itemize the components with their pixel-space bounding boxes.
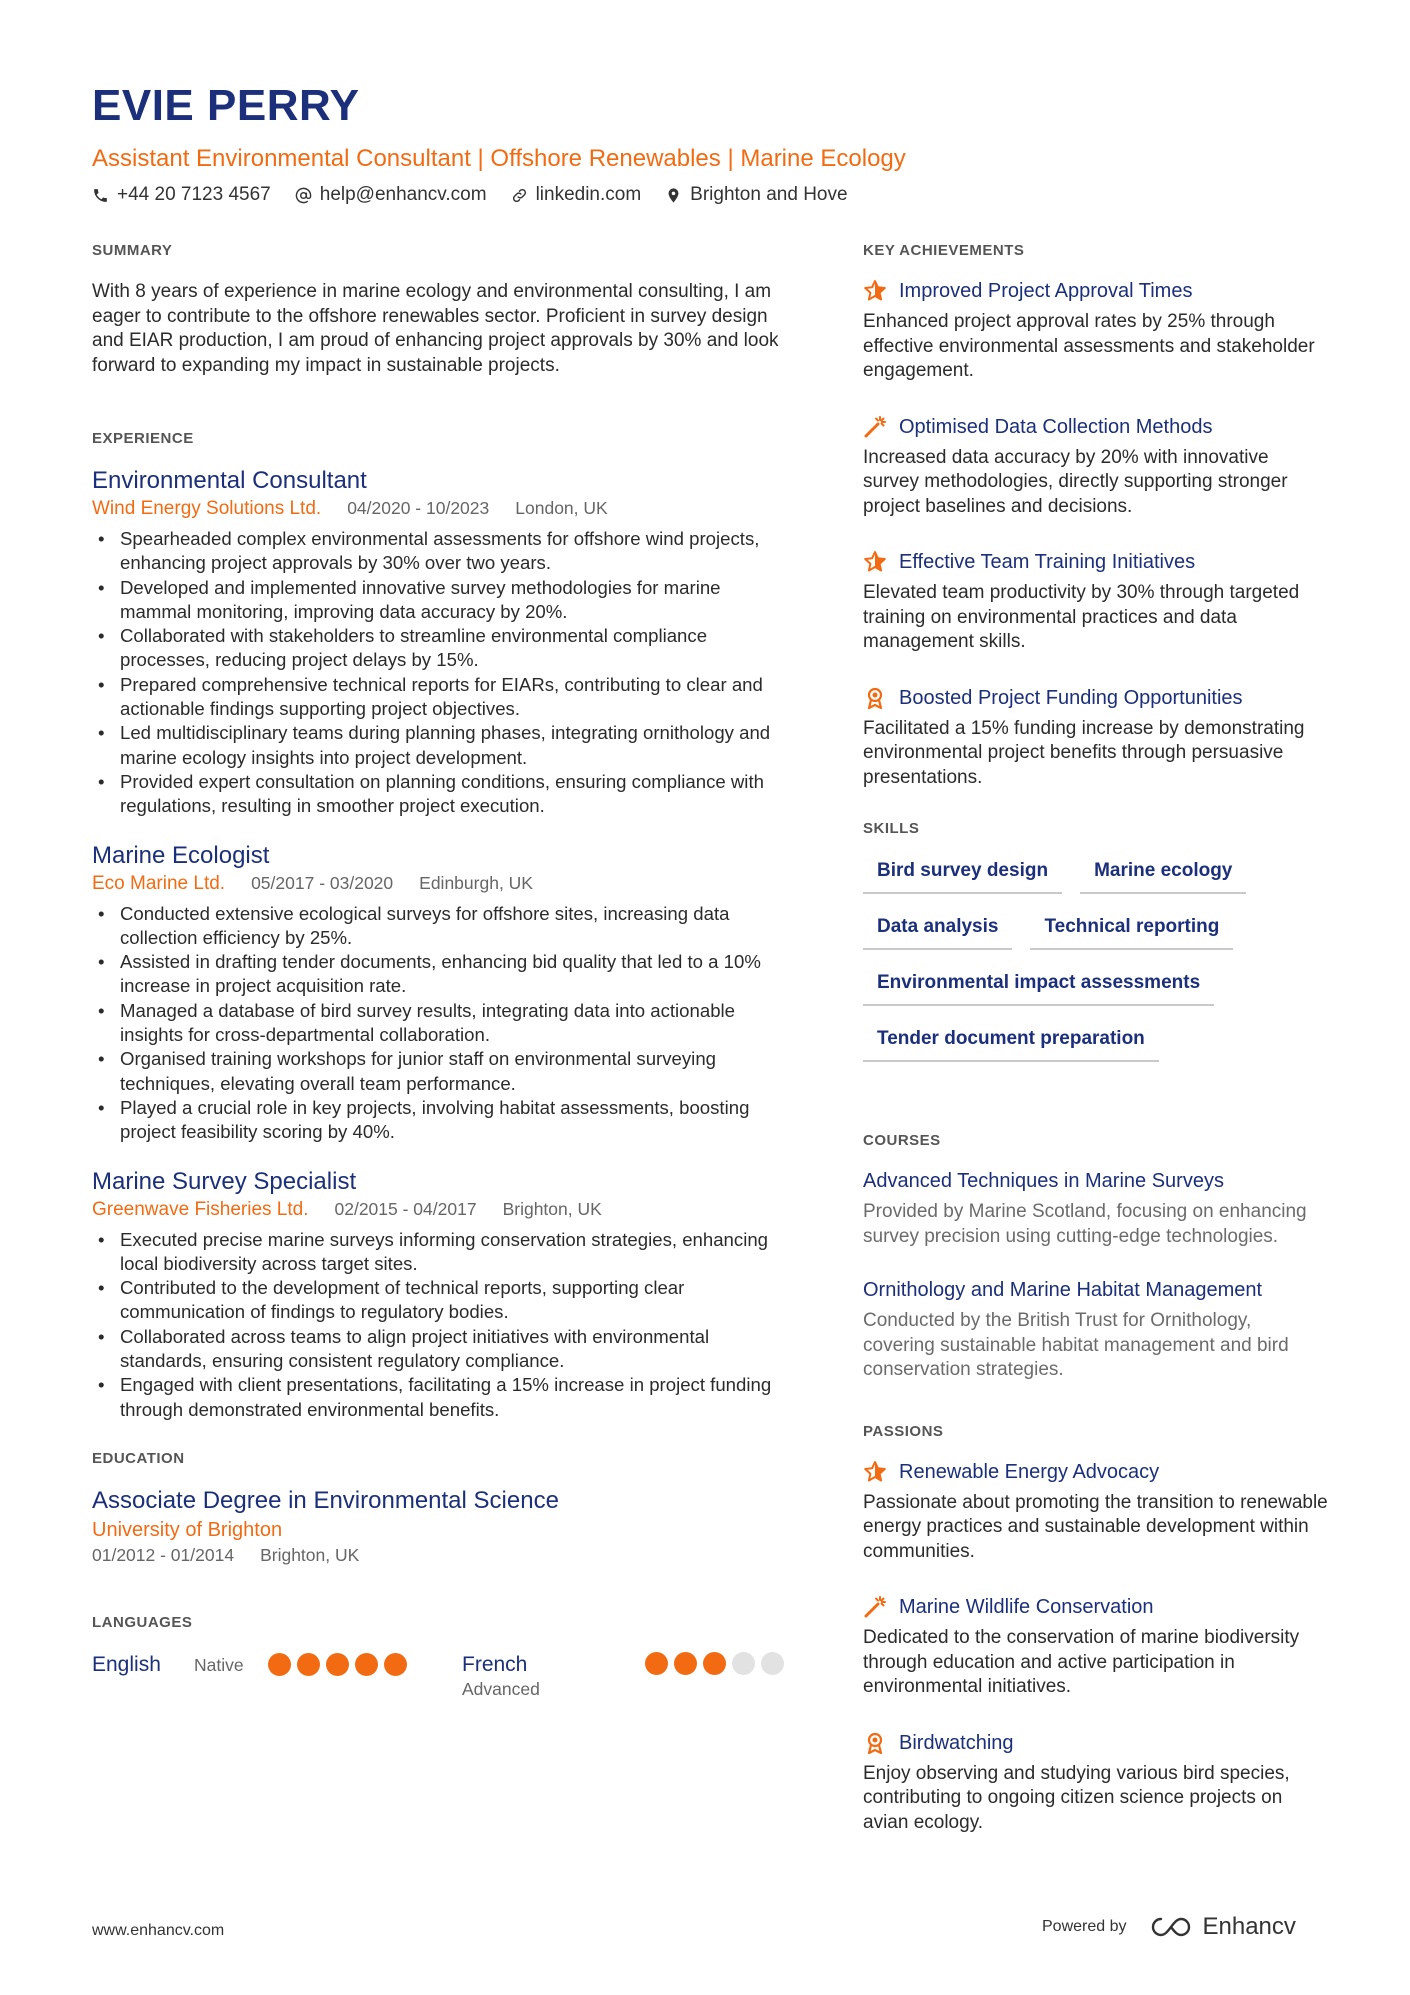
enhancv-logo-icon [1149, 1915, 1195, 1939]
experience-section [92, 430, 792, 1422]
rating-dot-filled [645, 1652, 668, 1675]
email-text: help@enhancv.com [319, 184, 487, 205]
item-title: Effective Team Training Initiatives [899, 551, 1196, 573]
contact-phone[interactable] [92, 184, 271, 206]
star-icon [863, 1460, 887, 1484]
bullet-item: • Played a crucial role in key projects, involving habitat assessments, boosting project feasibility scoring by 40%. [120, 1096, 792, 1145]
link-text: linkedin.com [535, 184, 642, 205]
bullet-item: • Collaborated with stakeholders to streamline environmental compliance processes, reducing project delays by 15%. [120, 624, 792, 673]
job-meta [92, 871, 792, 896]
item-description: Increased data accuracy by 20% with innovative survey methodologies, directly supporting stronger project baselines and decisions. [863, 446, 1288, 517]
bullet-item: • Managed a database of bird survey results, integrating data into actionable insights for cross-departmental collaboration. [120, 999, 792, 1048]
item-heading [863, 549, 1328, 575]
at-icon [295, 187, 312, 204]
skill-list [863, 858, 1333, 1062]
award-icon [863, 686, 887, 710]
phone-text: +44 20 7123 4567 [117, 184, 271, 205]
education-dates: 01/2012 - 01/2014 [92, 1544, 235, 1565]
magic-wand-icon [863, 415, 887, 439]
job-entry [92, 1167, 792, 1422]
job-dates: 02/2015 - 04/2017 [334, 1198, 477, 1219]
job-entry [92, 466, 792, 819]
achievement-item [863, 549, 1328, 655]
item-heading [863, 1459, 1328, 1485]
bullet-item: • Prepared comprehensive technical reports for EIARs, contributing to clear and actionable findings supporting project objectives. [120, 673, 792, 722]
footer-website[interactable]: www.enhancv.com [92, 1922, 225, 1939]
item-description: Enjoy observing and studying various bird species, contributing to ongoing citizen science projects on avian ecology. [863, 1762, 1290, 1833]
language-name: French [462, 1652, 528, 1676]
education-location: Brighton, UK [260, 1544, 360, 1565]
skills-title: SKILLS [863, 820, 920, 837]
bullet-item: • Led multidisciplinary teams during planning phases, integrating ornithology and marine ecology insights into project development. [120, 721, 792, 770]
achievements-title: KEY ACHIEVEMENTS [863, 242, 1025, 259]
job-bullets [92, 1228, 792, 1422]
item-title: Improved Project Approval Times [899, 280, 1193, 302]
job-bullets [92, 527, 792, 819]
bullet-item: • Contributed to the development of technical reports, supporting clear communication of findings to regulatory bodies. [120, 1276, 792, 1325]
powered-by-text: Powered by [1042, 1918, 1127, 1935]
item-heading [863, 278, 1328, 304]
left-column [92, 242, 792, 1700]
rating-dot-filled [384, 1653, 407, 1676]
education-degree: Associate Degree in Environmental Science [92, 1486, 559, 1514]
courses-section [863, 1132, 1328, 1383]
item-heading [863, 1730, 1328, 1756]
bullet-item: • Provided expert consultation on planning conditions, ensuring compliance with regulations, resulting in smoother project execution. [120, 770, 792, 819]
footer-branding [1042, 1913, 1296, 1941]
job-company: Wind Energy Solutions Ltd. [92, 498, 322, 519]
bullet-item: • Assisted in drafting tender documents, enhancing bid quality that led to a 10% increase in project acquisition rate. [120, 950, 792, 999]
bullet-item: • Executed precise marine surveys informing conservation strategies, enhancing local biodiversity across target sites. [120, 1228, 792, 1277]
job-location: Brighton, UK [502, 1198, 602, 1219]
brand-logo[interactable] [1149, 1913, 1296, 1941]
language-rating [268, 1653, 407, 1676]
bullet-item: • Conducted extensive ecological surveys for offshore sites, increasing data collection efficiency by 25%. [120, 902, 792, 951]
language-item [462, 1652, 792, 1700]
job-title: Marine Ecologist [92, 841, 270, 869]
course-title: Advanced Techniques in Marine Surveys [863, 1170, 1224, 1192]
resume-header [92, 80, 1322, 206]
skill-tag: Data analysis [863, 914, 1012, 950]
brand-name: Enhancv [1202, 1913, 1296, 1940]
skill-tag: Bird survey design [863, 858, 1062, 894]
bullet-item: • Spearheaded complex environmental assessments for offshore wind projects, enhancing project approvals by 30% over two years. [120, 527, 792, 576]
job-location: London, UK [515, 498, 608, 518]
magic-wand-icon [863, 1595, 887, 1619]
course-item [863, 1277, 1328, 1383]
job-list [92, 466, 792, 1422]
bullet-item: • Developed and implemented innovative survey methodologies for marine mammal monitoring, improving data accuracy by 20%. [120, 576, 792, 625]
item-description: Enhanced project approval rates by 25% through effective environmental assessments and stakeholder engagement. [863, 311, 1315, 381]
item-title: Boosted Project Funding Opportunities [899, 686, 1243, 709]
job-meta [92, 496, 792, 521]
rating-dot-filled [355, 1653, 378, 1676]
skill-tag: Tender document preparation [863, 1026, 1159, 1062]
course-description: Provided by Marine Scotland, focusing on enhancing survey precision using cutting-edge technologies. [863, 1201, 1307, 1247]
achievement-item [863, 685, 1328, 791]
passion-item [863, 1730, 1328, 1836]
rating-dot-filled [326, 1653, 349, 1676]
item-heading [863, 1594, 1328, 1620]
rating-dot-filled [268, 1653, 291, 1676]
rating-dot-filled [674, 1652, 697, 1675]
item-title: Renewable Energy Advocacy [899, 1460, 1160, 1483]
skill-tag: Technical reporting [1030, 914, 1233, 950]
item-title: Birdwatching [899, 1731, 1014, 1754]
course-title: Ornithology and Marine Habitat Management [863, 1279, 1263, 1301]
location-text: Brighton and Hove [690, 184, 848, 205]
item-heading [863, 685, 1328, 711]
language-level: Native [194, 1654, 244, 1675]
language-list [92, 1652, 792, 1700]
item-description: Elevated team productivity by 30% through targeted training on environmental practices and data management skills. [863, 582, 1300, 652]
job-title: Environmental Consultant [92, 467, 367, 494]
job-location: Edinburgh, UK [419, 872, 533, 893]
language-rating [645, 1652, 784, 1700]
contact-bar [92, 184, 1322, 206]
passions-title: PASSIONS [863, 1422, 944, 1440]
bullet-item: • Collaborated across teams to align project initiatives with environmental standards, ensuring consistent regulatory compliance. [120, 1325, 792, 1374]
education-section [92, 1450, 792, 1566]
summary-section [92, 242, 792, 378]
phone-icon [92, 187, 109, 204]
course-description: Conducted by the British Trust for Ornithology, covering sustainable habitat management and bird conservation strategies. [863, 1310, 1289, 1380]
rating-dot-filled [297, 1653, 320, 1676]
achievement-item [863, 278, 1328, 384]
experience-title: EXPERIENCE [92, 430, 194, 447]
summary-text: With 8 years of experience in marine ecology and environmental consulting, I am eager to contribute to the offshore renewables sector. Proficient in survey design and EIAR production, I am proud of enhancing project approvals by 30% and look forward to expanding my impact in sustainable projects. [92, 281, 779, 376]
skills-section [863, 820, 1328, 1062]
languages-section [92, 1614, 792, 1700]
course-list [863, 1168, 1328, 1383]
headline: Assistant Environmental Consultant | Offshore Renewables | Marine Ecology [92, 145, 906, 172]
skill-tag: Environmental impact assessments [863, 970, 1214, 1006]
contact-email[interactable] [295, 184, 487, 206]
rating-dot-filled [703, 1652, 726, 1675]
job-dates: 04/2020 - 10/2023 [347, 498, 490, 518]
language-item [92, 1652, 462, 1678]
item-description: Facilitated a 15% funding increase by demonstrating environmental project benefits through persuasive presentations. [863, 717, 1305, 788]
achievement-list [863, 278, 1328, 790]
bullet-item: • Engaged with client presentations, facilitating a 15% increase in project funding through demonstrated environmental benefits. [120, 1373, 792, 1422]
item-heading [863, 414, 1328, 440]
courses-title: COURSES [863, 1132, 941, 1149]
education-title: EDUCATION [92, 1449, 185, 1467]
passion-item [863, 1594, 1328, 1700]
contact-location [665, 184, 847, 206]
star-icon [863, 279, 887, 303]
passion-item [863, 1459, 1328, 1565]
award-icon [863, 1731, 887, 1755]
link-icon [511, 187, 528, 204]
summary-title: SUMMARY [92, 242, 173, 259]
bullet-item: • Organised training workshops for junior staff on environmental surveying techniques, elevating overall team performance. [120, 1047, 792, 1096]
achievement-item [863, 414, 1328, 520]
job-dates: 05/2017 - 03/2020 [251, 872, 394, 893]
education-school: University of Brighton [92, 1518, 283, 1541]
right-column [863, 242, 1328, 1865]
skill-tag: Marine ecology [1080, 858, 1246, 894]
item-title: Optimised Data Collection Methods [899, 415, 1213, 438]
rating-dot-empty [732, 1652, 755, 1675]
item-title: Marine Wildlife Conservation [899, 1596, 1154, 1618]
job-company: Greenwave Fisheries Ltd. [92, 1198, 309, 1220]
achievements-section [863, 242, 1328, 790]
language-name: English [92, 1652, 161, 1676]
passion-list [863, 1459, 1328, 1836]
star-icon [863, 550, 887, 574]
location-pin-icon [665, 187, 682, 204]
item-description: Dedicated to the conservation of marine biodiversity through education and active participation in environmental initiatives. [863, 1627, 1300, 1697]
passions-section [863, 1423, 1328, 1836]
contact-link[interactable] [511, 184, 642, 206]
language-level: Advanced [462, 1678, 540, 1699]
languages-title: LANGUAGES [92, 1613, 193, 1631]
rating-dot-empty [761, 1652, 784, 1675]
job-title: Marine Survey Specialist [92, 1167, 357, 1195]
education-meta [92, 1544, 792, 1566]
job-company: Eco Marine Ltd. [92, 872, 226, 894]
job-meta [92, 1197, 792, 1222]
job-bullets [92, 902, 792, 1145]
item-description: Passionate about promoting the transition to renewable energy practices and sustainable development within communities. [863, 1491, 1328, 1562]
job-entry [92, 841, 792, 1145]
candidate-name: EVIE PERRY [92, 81, 360, 130]
course-item [863, 1168, 1328, 1249]
